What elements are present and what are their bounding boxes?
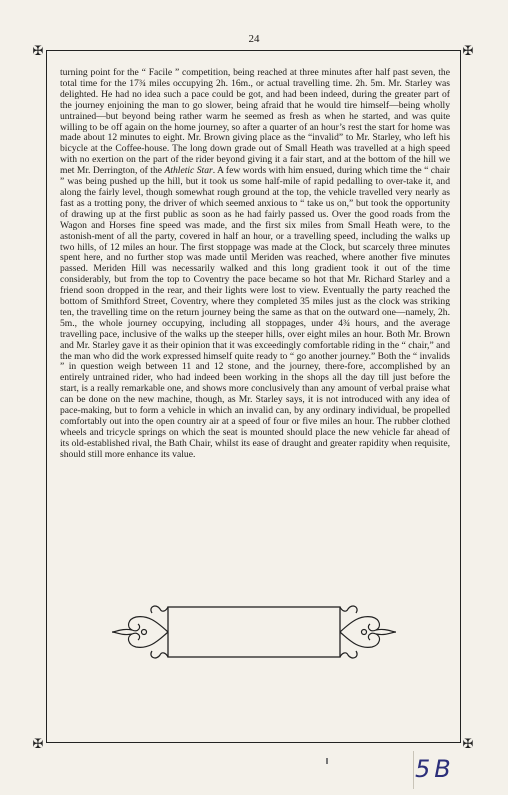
- page-number: 24: [248, 33, 260, 45]
- corner-ornament-icon: ✠: [462, 43, 474, 58]
- ornamental-cartouche-icon: [108, 601, 400, 663]
- corner-ornament-icon: ✠: [462, 736, 474, 751]
- body-paragraph: [60, 68, 450, 461]
- publication-title: Athletic Star: [164, 165, 213, 177]
- article-body: [60, 68, 450, 461]
- paragraph-text: turning point for the “ Facile ” competition, being reached at three minutes after half past seven, the total time for the 17¾ miles occupying 2h. 16m., or actual travelling time. 2h. 5m. Mr. Starley was delighted. He had no idea such a pace could be got, and had been indeed, during the greater part of the journey enjoining the man to go slower, being afraid that he would tire himself—being wholly untrained—but beyond being rather warm he seemed as fresh as when he started, and was quite willing to be off again on the home journey, so after a quarter of an hour’s rest the start for home was made about 12 minutes to eight. Mr. Brown giving place as the “invalid” to Mr. Starley, who left his bicycle at the Coffee-house. The long down grade out of Small Heath was travelled at a high speed with no exertion on the part of the rider beyond giving it a fair start, and at the bottom of the hill we met Mr. Derrington, of the: [60, 67, 450, 177]
- corner-ornament-icon: ✠: [32, 43, 44, 58]
- paragraph-text-continued: . A few words with him ensued, during which time the “ chair ” was being pushed up the hill, but it took us some half-mile of rapid pedalling to over-take it, and along the fairly level, though somewhat rough ground at the top, the vehicle travelled very nearly as fast as a trotting pony, the driver of which seemed anxious to “ take us on,” but took the opportunity of drawing up at the first public as soon as he had fairly passed us. Over the good roads from the Wagon and Horses fine speed was made, and the first six miles from Small Heath were, to the astonish-ment of all the party, covered in half an hour, or a travelling speed, including the walks up two hills, of 12 miles an hour. The first stoppage was made at the Clock, but scarcely three minutes spent here, and no further stop was made until Meriden was reached, where another five minutes passed. Meriden Hill was necessarily walked and this long gradient took it out of the time considerably, but from the top to Coventry the pace became so hot that Mr. Richard Starley and a friend soon dropped in the rear, and their lights were lost to view. Eventually the party reached the bottom of Smithford Street, Coventry, where they completed 35 miles just as the clock was striking ten, the travelling time on the return journey being the same as that on the outward one—namely, 2h. 5m., the whole journey occupying, including all stoppages, under 4¾ hours, and the average travelling pace, inclusive of the walks up the steeper hills, over eight miles an hour. Both Mr. Brown and Mr. Starley gave it as their opinion that it was exceedingly comfortable riding in the “ chair,” and the man who did the work expressed himself quite ready to “ go another journey.” Both the “ invalids ” in question weigh between 11 and 12 stone, and the journey, there-fore, accomplished by an entirely untrained rider, who had indeed been working in the shops all the day till just before the start, is a really remarkable one, and shows more conclusively than any amount of verbal praise what can be done on the new machine, though, as Mr. Starley says, it is not introduced with any idea of pace-making, but to form a vehicle in which an invalid can, by any ordinary individual, be propelled comfortably out into the open country air at a speed of four or five miles an hour. The rubber clothed wheels and tricycle springs on which the seat is mounted should place the new vehicle far ahead of its old-established rival, the Bath Chair, whilst its ease of draught and greater rapidity when requisite, should still more enhance its value.: [60, 165, 450, 460]
- paper-speck: [326, 758, 328, 764]
- handwritten-mark: 5B: [415, 755, 455, 783]
- corner-ornament-icon: ✠: [32, 736, 44, 751]
